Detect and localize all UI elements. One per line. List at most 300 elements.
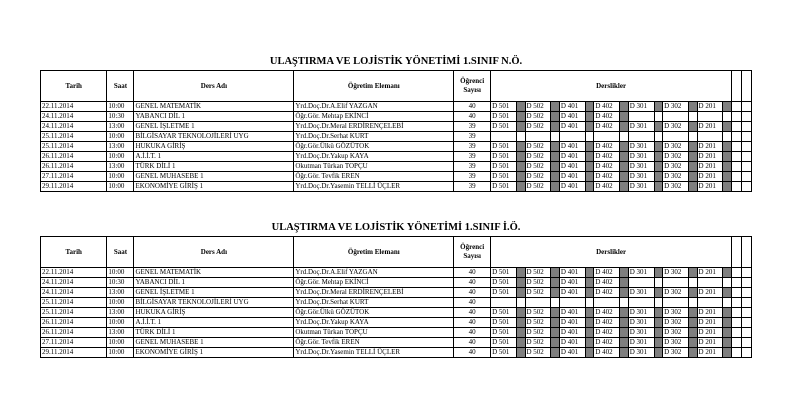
trailing-blank-cell [741,288,751,298]
tarih-cell: 25.11.2014 [41,142,107,152]
room-cell: D 401 [559,288,585,298]
room-cell [594,298,620,308]
room-cell: D 302 [663,268,689,278]
room-cell: D 401 [559,308,585,318]
saat-cell: 10:30 [107,278,134,288]
trailing-blank-cell [741,338,751,348]
trailing-blank-cell [732,132,742,142]
room-marker-cell [723,288,732,298]
header-tarih: Tarih [41,71,107,102]
ogrenci-sayisi-cell: 39 [454,172,491,182]
table-row [41,268,752,278]
trailing-blank-cell [732,172,742,182]
room-cell: D 501 [491,338,517,348]
room-cell: D 201 [697,102,723,112]
ogretim-elemani-cell: Okutman Türkan TOPÇU [294,162,454,172]
room-marker-cell [585,298,594,308]
room-cell: D 502 [525,328,551,338]
room-cell [663,278,689,288]
room-marker-cell [585,308,594,318]
tarih-cell: 27.11.2014 [41,338,107,348]
room-cell: D 502 [525,112,551,122]
saat-cell: 10:30 [107,112,134,122]
room-cell: D 201 [697,122,723,132]
room-cell: D 501 [491,308,517,318]
ogrenci-sayisi-cell: 39 [454,122,491,132]
saat-cell: 10:00 [107,172,134,182]
room-marker-cell [516,152,525,162]
room-marker-cell [620,298,629,308]
room-cell: D 501 [491,328,517,338]
room-marker-cell [688,288,697,298]
room-marker-cell [654,182,663,192]
room-cell: D 502 [525,338,551,348]
room-cell: D 402 [594,288,620,298]
header-blank-cell [741,71,751,102]
header-ogrenci-sayisi [454,71,491,102]
room-cell: D 201 [697,288,723,298]
room-cell: D 401 [559,162,585,172]
room-cell: D 301 [628,338,654,348]
room-cell: D 501 [491,112,517,122]
room-cell: D 501 [491,172,517,182]
room-cell: D 502 [525,288,551,298]
room-marker-cell [723,328,732,338]
room-cell: D 401 [559,182,585,192]
room-marker-cell [620,172,629,182]
room-cell: D 502 [525,162,551,172]
room-cell: D 301 [628,268,654,278]
ders-adi-cell: GENEL MATEMATİK [134,268,294,278]
room-marker-cell [620,288,629,298]
room-cell: D 502 [525,122,551,132]
trailing-blank-cell [732,328,742,338]
room-cell: D 301 [628,122,654,132]
room-marker-cell [620,152,629,162]
room-marker-cell [516,112,525,122]
room-cell: D 301 [628,102,654,112]
room-marker-cell [654,172,663,182]
room-cell [663,132,689,142]
ogrenci-sayisi-cell: 39 [454,162,491,172]
room-cell: D 201 [697,142,723,152]
room-cell [697,298,723,308]
room-cell [628,132,654,142]
table-row [41,162,752,172]
room-marker-cell [551,298,560,308]
room-cell: D 501 [491,162,517,172]
room-cell: D 402 [594,102,620,112]
room-cell: D 401 [559,112,585,122]
trailing-blank-cell [732,122,742,132]
room-cell [491,298,517,308]
ogrenci-sayisi-cell: 40 [454,112,491,122]
ogretim-elemani-cell: Yrd.Doç.Dr.Serhat KURT [294,132,454,142]
table-row [41,278,752,288]
room-cell [525,298,551,308]
room-cell: D 402 [594,338,620,348]
room-marker-cell [654,298,663,308]
header-derslikler: Derslikler [491,71,732,102]
trailing-blank-cell [741,132,751,142]
room-marker-cell [551,172,560,182]
ogretim-elemani-cell: Yrd.Doç.Dr.A.Elif YAZGAN [294,102,454,112]
room-marker-cell [654,338,663,348]
room-cell: D 301 [628,172,654,182]
trailing-blank-cell [732,152,742,162]
trailing-blank-cell [741,318,751,328]
room-marker-cell [551,288,560,298]
room-marker-cell [516,288,525,298]
ogrenci-sayisi-cell: 40 [454,308,491,318]
room-cell: D 502 [525,318,551,328]
room-marker-cell [585,132,594,142]
room-marker-cell [654,328,663,338]
room-marker-cell [620,308,629,318]
exam-schedule-table-io [40,236,752,358]
room-marker-cell [551,182,560,192]
room-cell: D 502 [525,182,551,192]
ders-adi-cell: TÜRK DİLİ 1 [134,328,294,338]
room-marker-cell [551,122,560,132]
saat-cell: 13:00 [107,308,134,318]
ders-adi-cell: YABANCI DİL 1 [134,112,294,122]
room-marker-cell [551,328,560,338]
trailing-blank-cell [741,182,751,192]
trailing-blank-cell [732,102,742,112]
tarih-cell: 24.11.2014 [41,112,107,122]
room-cell: D 201 [697,268,723,278]
room-cell: D 502 [525,102,551,112]
room-marker-cell [585,172,594,182]
room-cell [697,112,723,122]
trailing-blank-cell [732,278,742,288]
room-marker-cell [620,142,629,152]
room-cell: D 401 [559,142,585,152]
room-marker-cell [688,112,697,122]
saat-cell: 10:00 [107,182,134,192]
ders-adi-cell: TÜRK DİLİ 1 [134,162,294,172]
trailing-blank-cell [741,308,751,318]
room-marker-cell [516,182,525,192]
room-cell: D 402 [594,142,620,152]
room-cell: D 402 [594,162,620,172]
room-cell: D 502 [525,278,551,288]
room-marker-cell [654,268,663,278]
room-marker-cell [585,112,594,122]
trailing-blank-cell [741,152,751,162]
room-cell [697,132,723,142]
ders-adi-cell: BİLGİSAYAR TEKNOLOJİLERİ UYG [134,132,294,142]
room-cell: D 201 [697,152,723,162]
room-marker-cell [654,162,663,172]
ogrenci-sayisi-cell: 40 [454,338,491,348]
trailing-blank-cell [732,338,742,348]
room-cell: D 401 [559,338,585,348]
room-marker-cell [516,268,525,278]
ders-adi-cell: YABANCI DİL 1 [134,278,294,288]
room-marker-cell [723,298,732,308]
room-cell: D 301 [628,152,654,162]
room-marker-cell [516,172,525,182]
room-marker-cell [551,268,560,278]
table-row [41,122,752,132]
room-cell: D 402 [594,182,620,192]
trailing-blank-cell [741,298,751,308]
room-cell: D 201 [697,172,723,182]
room-cell [663,298,689,308]
room-marker-cell [551,112,560,122]
room-cell: D 302 [663,182,689,192]
room-cell: D 302 [663,288,689,298]
tarih-cell: 29.11.2014 [41,182,107,192]
saat-cell: 13:00 [107,142,134,152]
ders-adi-cell: HUKUKA GİRİŞ [134,142,294,152]
trailing-blank-cell [741,268,751,278]
room-marker-cell [688,278,697,288]
room-cell: D 401 [559,348,585,358]
table-header-row [41,237,752,268]
tarih-cell: 26.11.2014 [41,328,107,338]
room-cell: D 501 [491,182,517,192]
room-cell: D 201 [697,162,723,172]
ders-adi-cell: GENEL İŞLETME 1 [134,288,294,298]
room-marker-cell [688,132,697,142]
room-cell: D 302 [663,308,689,318]
room-marker-cell [585,182,594,192]
room-marker-cell [688,268,697,278]
tarih-cell: 24.11.2014 [41,288,107,298]
room-marker-cell [620,278,629,288]
trailing-blank-cell [732,318,742,328]
tarih-cell: 24.11.2014 [41,122,107,132]
room-cell: D 301 [628,288,654,298]
header-sayisi-label: Sayısı [463,86,481,94]
tarih-cell: 25.11.2014 [41,308,107,318]
trailing-blank-cell [741,112,751,122]
header-saat: Saat [107,71,134,102]
room-cell: D 502 [525,172,551,182]
room-cell [559,132,585,142]
room-cell: D 402 [594,268,620,278]
room-marker-cell [585,268,594,278]
header-ders-adi: Ders Adı [134,71,294,102]
trailing-blank-cell [741,142,751,152]
ders-adi-cell: GENEL MATEMATİK [134,102,294,112]
room-marker-cell [723,278,732,288]
trailing-blank-cell [732,348,742,358]
room-cell: D 302 [663,122,689,132]
room-marker-cell [585,162,594,172]
header-ders-adi: Ders Adı [134,237,294,268]
room-marker-cell [516,348,525,358]
room-cell: D 301 [628,142,654,152]
room-marker-cell [654,348,663,358]
room-marker-cell [620,182,629,192]
saat-cell: 10:00 [107,318,134,328]
room-cell: D 301 [628,318,654,328]
room-marker-cell [723,338,732,348]
tarih-cell: 25.11.2014 [41,298,107,308]
room-cell [559,298,585,308]
tarih-cell: 26.11.2014 [41,162,107,172]
room-marker-cell [516,308,525,318]
room-cell [628,278,654,288]
trailing-blank-cell [732,162,742,172]
room-cell: D 501 [491,142,517,152]
tarih-cell: 24.11.2014 [41,278,107,288]
trailing-blank-cell [732,298,742,308]
room-marker-cell [620,132,629,142]
room-cell: D 402 [594,172,620,182]
room-marker-cell [688,152,697,162]
tarih-cell: 22.11.2014 [41,102,107,112]
room-marker-cell [654,132,663,142]
room-cell [628,112,654,122]
room-marker-cell [654,112,663,122]
room-cell: D 302 [663,142,689,152]
ogretim-elemani-cell: Öğr.Gör. Mehtap EKİNCİ [294,112,454,122]
ogretim-elemani-cell: Öğr.Gör. Tevfik EREN [294,172,454,182]
room-cell: D 501 [491,102,517,112]
room-marker-cell [688,298,697,308]
room-marker-cell [688,338,697,348]
header-sayisi-label: Sayısı [463,252,481,260]
trailing-blank-cell [741,162,751,172]
room-marker-cell [620,338,629,348]
room-cell: D 402 [594,278,620,288]
room-marker-cell [723,162,732,172]
saat-cell: 10:00 [107,132,134,142]
table-row [41,348,752,358]
room-marker-cell [723,348,732,358]
trailing-blank-cell [732,288,742,298]
room-marker-cell [723,182,732,192]
room-cell: D 402 [594,152,620,162]
room-cell: D 301 [628,162,654,172]
trailing-blank-cell [741,172,751,182]
room-cell: D 302 [663,348,689,358]
room-marker-cell [516,132,525,142]
trailing-blank-cell [741,328,751,338]
header-tarih: Tarih [41,237,107,268]
room-cell: D 402 [594,318,620,328]
table-row [41,288,752,298]
room-marker-cell [620,318,629,328]
tarih-cell: 27.11.2014 [41,172,107,182]
room-marker-cell [723,102,732,112]
ders-adi-cell: EKONOMİYE GİRİŞ 1 [134,182,294,192]
room-marker-cell [551,152,560,162]
trailing-blank-cell [741,348,751,358]
room-cell: D 401 [559,122,585,132]
room-cell: D 201 [697,328,723,338]
room-marker-cell [654,288,663,298]
room-cell: D 401 [559,268,585,278]
room-marker-cell [585,338,594,348]
room-marker-cell [654,308,663,318]
room-cell: D 302 [663,102,689,112]
trailing-blank-cell [741,278,751,288]
room-cell: D 302 [663,172,689,182]
ogretim-elemani-cell: Yrd.Doç.Dr.Meral ERDİRENÇELEBİ [294,122,454,132]
room-cell: D 501 [491,318,517,328]
table-row [41,318,752,328]
room-marker-cell [654,318,663,328]
ogretim-elemani-cell: Okutman Türkan TOPÇU [294,328,454,338]
room-marker-cell [688,318,697,328]
ogretim-elemani-cell: Yrd.Doç.Dr.Yasemin TELLİ ÜÇLER [294,182,454,192]
saat-cell: 10:00 [107,102,134,112]
room-marker-cell [516,318,525,328]
header-saat: Saat [107,237,134,268]
room-marker-cell [723,152,732,162]
room-marker-cell [620,348,629,358]
ogrenci-sayisi-cell: 40 [454,288,491,298]
room-marker-cell [723,172,732,182]
room-marker-cell [516,328,525,338]
room-cell [663,112,689,122]
room-marker-cell [551,142,560,152]
room-cell: D 301 [628,348,654,358]
table-row [41,152,752,162]
room-cell: D 301 [628,328,654,338]
room-cell: D 302 [663,318,689,328]
room-cell [525,132,551,142]
room-marker-cell [688,142,697,152]
room-cell: D 401 [559,152,585,162]
section-title-no: ULAŞTIRMA VE LOJİSTİK YÖNETİMİ 1.SINIF N.Ö. [269,56,523,67]
room-cell [697,278,723,288]
room-cell [594,132,620,142]
room-marker-cell [620,162,629,172]
ders-adi-cell: BİLGİSAYAR TEKNOLOJİLERİ UYG [134,298,294,308]
room-cell: D 201 [697,318,723,328]
ogrenci-sayisi-cell: 40 [454,298,491,308]
room-cell: D 302 [663,162,689,172]
room-marker-cell [620,328,629,338]
room-marker-cell [551,132,560,142]
room-marker-cell [688,172,697,182]
room-cell [491,132,517,142]
room-marker-cell [688,102,697,112]
ogretim-elemani-cell: Öğr.Gör. Tevfik EREN [294,338,454,348]
table-row [41,338,752,348]
ogretim-elemani-cell: Yrd.Doç.Dr.Yasemin TELLİ ÜÇLER [294,348,454,358]
ders-adi-cell: A.İ.İ.T. 1 [134,152,294,162]
room-cell: D 401 [559,102,585,112]
room-marker-cell [551,308,560,318]
ders-adi-cell: GENEL MUHASEBE 1 [134,172,294,182]
ders-adi-cell: HUKUKA GİRİŞ [134,308,294,318]
room-marker-cell [516,298,525,308]
saat-cell: 10:00 [107,268,134,278]
ogrenci-sayisi-cell: 39 [454,182,491,192]
saat-cell: 10:00 [107,338,134,348]
room-marker-cell [516,122,525,132]
room-marker-cell [585,348,594,358]
room-cell: D 501 [491,278,517,288]
room-marker-cell [516,338,525,348]
room-cell: D 501 [491,152,517,162]
room-cell: D 501 [491,268,517,278]
room-marker-cell [620,112,629,122]
trailing-blank-cell [741,122,751,132]
room-cell: D 301 [628,308,654,318]
ogretim-elemani-cell: Yrd.Doç.Dr.Meral ERDİRENÇELEBİ [294,288,454,298]
table-row [41,112,752,122]
room-cell: D 401 [559,328,585,338]
